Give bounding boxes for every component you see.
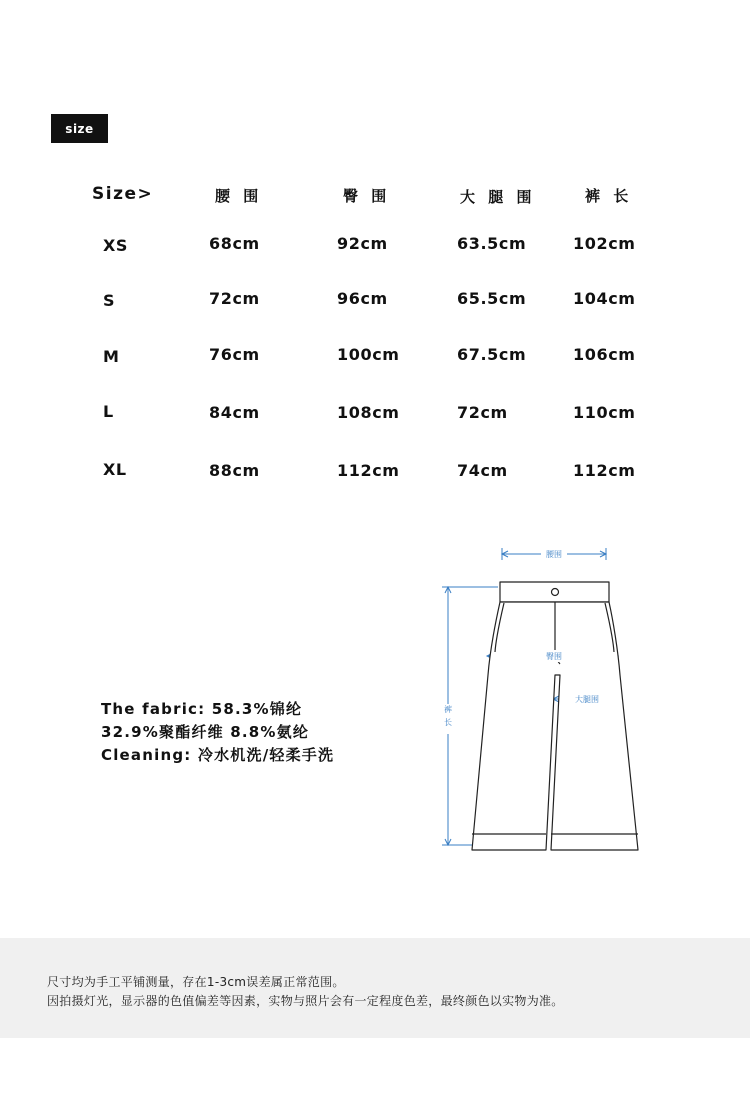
- hip-label: 臀围: [546, 652, 562, 661]
- header-thigh: 大 腿 围: [460, 188, 536, 206]
- row-length: 112cm: [573, 461, 636, 480]
- row-size-label: M: [103, 347, 120, 366]
- pants-diagram: [438, 540, 643, 860]
- row-waist: 72cm: [209, 289, 260, 308]
- row-hip: 92cm: [337, 234, 388, 253]
- row-length: 106cm: [573, 345, 636, 364]
- fabric-composition: The fabric: 58.3%锦纶: [101, 700, 303, 718]
- row-thigh: 63.5cm: [457, 234, 527, 253]
- row-thigh: 67.5cm: [457, 345, 527, 364]
- row-length: 104cm: [573, 289, 636, 308]
- row-size-label: L: [103, 402, 114, 421]
- measurement-note: 尺寸均为手工平铺测量，存在1-3cm误差属正常范围。: [47, 975, 345, 989]
- row-length: 102cm: [573, 234, 636, 253]
- button-icon: [552, 589, 559, 596]
- size-tag: size: [51, 114, 108, 143]
- row-thigh: 65.5cm: [457, 289, 527, 308]
- row-waist: 68cm: [209, 234, 260, 253]
- header-waist: 腰 围: [215, 187, 263, 205]
- row-waist: 84cm: [209, 403, 260, 422]
- row-size-label: XS: [103, 236, 129, 255]
- header-size: Size>: [92, 184, 154, 204]
- row-hip: 100cm: [337, 345, 400, 364]
- row-hip: 96cm: [337, 289, 388, 308]
- length-label-bottom: 长: [444, 718, 452, 727]
- row-hip: 112cm: [337, 461, 400, 480]
- row-waist: 76cm: [209, 345, 260, 364]
- row-size-label: S: [103, 291, 116, 310]
- header-hip: 臀 围: [343, 187, 391, 205]
- row-length: 110cm: [573, 403, 636, 422]
- waist-label: 腰围: [546, 550, 562, 559]
- fabric-composition-cont: 32.9%聚酯纤维 8.8%氨纶: [101, 723, 310, 741]
- row-waist: 88cm: [209, 461, 260, 480]
- fabric-info: [101, 698, 334, 767]
- row-thigh: 72cm: [457, 403, 508, 422]
- row-hip: 108cm: [337, 403, 400, 422]
- length-label-top: 裤: [444, 705, 452, 714]
- header-length: 裤 长: [585, 187, 633, 205]
- thigh-label: 大腿围: [575, 695, 599, 704]
- row-thigh: 74cm: [457, 461, 508, 480]
- cleaning-instructions: Cleaning: 冷水机洗/轻柔手洗: [101, 746, 335, 764]
- row-size-label: XL: [103, 460, 127, 479]
- color-disclaimer: 因拍摄灯光，显示器的色值偏差等因素，实物与照片会有一定程度色差，最终颜色以实物为准。: [47, 994, 564, 1008]
